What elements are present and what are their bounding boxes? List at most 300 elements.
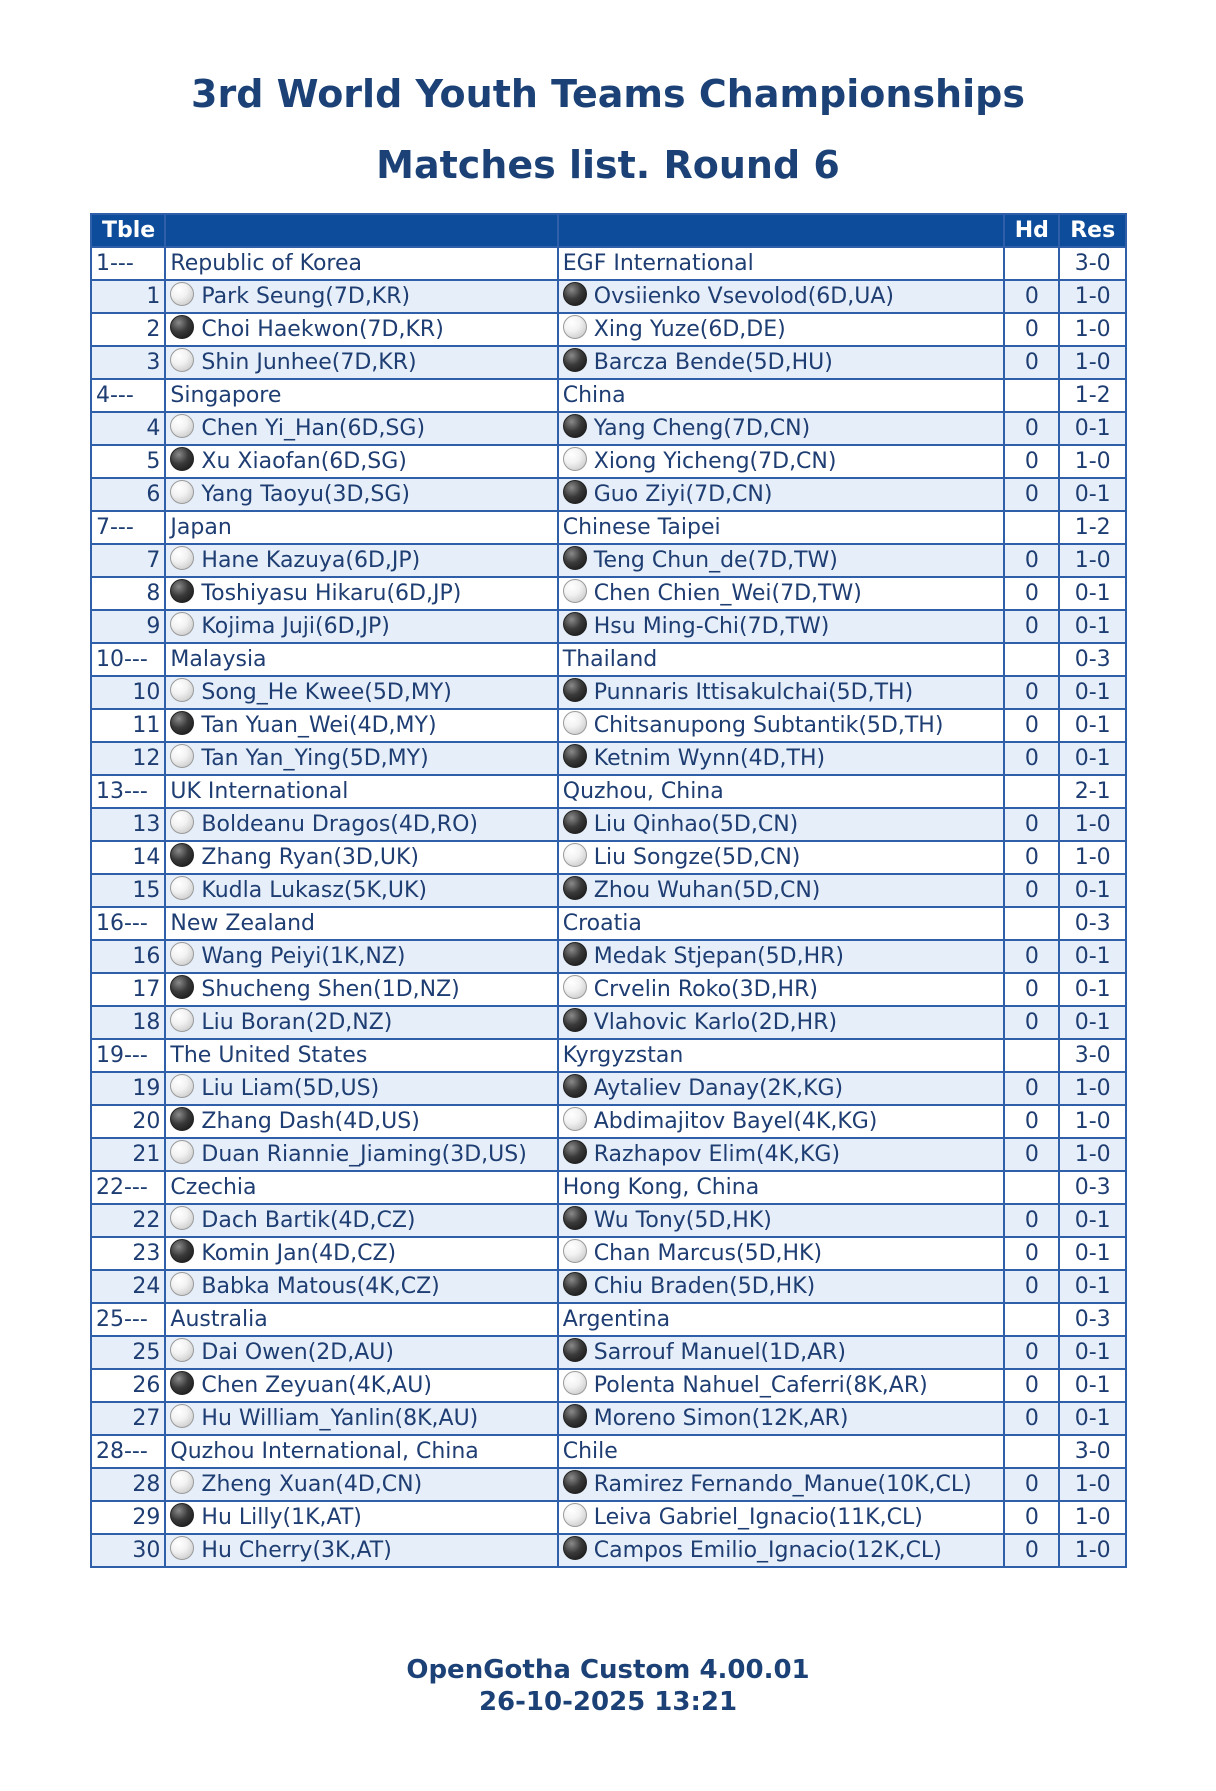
black-stone-icon xyxy=(563,1272,587,1296)
team-match-row xyxy=(91,775,1126,808)
player1 xyxy=(165,973,557,1006)
team1-name: Quzhou International, China xyxy=(165,1435,557,1468)
team2-name: Chile xyxy=(558,1435,1004,1468)
game-handicap: 0 xyxy=(1004,1468,1059,1501)
team-result: 3-0 xyxy=(1059,1435,1126,1468)
player2-name: Ramirez Fernando_Manue(10K,CL) xyxy=(593,1472,972,1497)
black-stone-icon xyxy=(563,1338,587,1362)
game-handicap: 0 xyxy=(1004,709,1059,742)
team-result: 1-2 xyxy=(1059,511,1126,544)
player2 xyxy=(558,577,1004,610)
team-result: 0-3 xyxy=(1059,1171,1126,1204)
game-result: 0-1 xyxy=(1059,478,1126,511)
white-stone-icon xyxy=(170,1206,194,1230)
board-number: 10 xyxy=(91,676,165,709)
game-row xyxy=(91,1237,1126,1270)
team-match-number: 7--- xyxy=(91,511,165,544)
player2-name: Chan Marcus(5D,HK) xyxy=(593,1241,823,1266)
player2-name: Ketnim Wynn(4D,TH) xyxy=(593,746,826,771)
white-stone-icon xyxy=(170,546,194,570)
team-match-number: 19--- xyxy=(91,1039,165,1072)
game-result: 0-1 xyxy=(1059,874,1126,907)
game-result: 0-1 xyxy=(1059,1336,1126,1369)
team1-name: Republic of Korea xyxy=(165,247,557,280)
team1-name: Japan xyxy=(165,511,557,544)
team-result: 0-3 xyxy=(1059,1303,1126,1336)
board-number: 19 xyxy=(91,1072,165,1105)
team2-name: EGF International xyxy=(558,247,1004,280)
game-result: 1-0 xyxy=(1059,841,1126,874)
player1 xyxy=(165,1204,557,1237)
team-match-row xyxy=(91,1303,1126,1336)
game-handicap: 0 xyxy=(1004,973,1059,1006)
player2 xyxy=(558,610,1004,643)
game-result: 1-0 xyxy=(1059,280,1126,313)
team-handicap xyxy=(1004,1303,1059,1336)
game-row xyxy=(91,709,1126,742)
player2-name: Teng Chun_de(7D,TW) xyxy=(593,548,838,573)
black-stone-icon xyxy=(563,678,587,702)
page-title: 3rd World Youth Teams Championships xyxy=(191,72,1025,116)
black-stone-icon xyxy=(563,744,587,768)
footer-software: OpenGotha Custom 4.00.01 xyxy=(406,1655,810,1685)
game-handicap: 0 xyxy=(1004,1402,1059,1435)
player1 xyxy=(165,1105,557,1138)
team-handicap xyxy=(1004,511,1059,544)
game-row xyxy=(91,412,1126,445)
player2 xyxy=(558,1105,1004,1138)
game-result: 0-1 xyxy=(1059,676,1126,709)
white-stone-icon xyxy=(170,942,194,966)
black-stone-icon xyxy=(563,1008,587,1032)
footer-timestamp: 26-10-2025 13:21 xyxy=(478,1687,738,1717)
board-number: 4 xyxy=(91,412,165,445)
game-row xyxy=(91,841,1126,874)
game-row xyxy=(91,610,1126,643)
game-handicap: 0 xyxy=(1004,544,1059,577)
white-stone-icon xyxy=(563,711,587,735)
player2 xyxy=(558,1369,1004,1402)
team-result: 3-0 xyxy=(1059,247,1126,280)
game-row xyxy=(91,1369,1126,1402)
player1 xyxy=(165,709,557,742)
game-result: 1-0 xyxy=(1059,1501,1126,1534)
team-handicap xyxy=(1004,1039,1059,1072)
player1-name: Babka Matous(4K,CZ) xyxy=(201,1274,440,1299)
team2-name: Hong Kong, China xyxy=(558,1171,1004,1204)
player2 xyxy=(558,1072,1004,1105)
player1 xyxy=(165,610,557,643)
player1-name: Liu Boran(2D,NZ) xyxy=(201,1010,393,1035)
player2-name: Barcza Bende(5D,HU) xyxy=(593,350,833,375)
black-stone-icon xyxy=(563,1536,587,1560)
black-stone-icon xyxy=(170,711,194,735)
game-row xyxy=(91,1204,1126,1237)
player1 xyxy=(165,1138,557,1171)
game-row xyxy=(91,478,1126,511)
player1-name: Zheng Xuan(4D,CN) xyxy=(201,1472,423,1497)
game-result: 0-1 xyxy=(1059,973,1126,1006)
player2 xyxy=(558,1138,1004,1171)
game-row xyxy=(91,874,1126,907)
player2 xyxy=(558,742,1004,775)
matches-table xyxy=(90,213,1127,1568)
player1-name: Park Seung(7D,KR) xyxy=(201,284,411,309)
game-handicap: 0 xyxy=(1004,610,1059,643)
game-result: 0-1 xyxy=(1059,412,1126,445)
player2-name: Campos Emilio_Ignacio(12K,CL) xyxy=(593,1538,942,1563)
player1 xyxy=(165,280,557,313)
team-match-row xyxy=(91,1039,1126,1072)
game-row xyxy=(91,1336,1126,1369)
team2-name: Chinese Taipei xyxy=(558,511,1004,544)
team-match-row xyxy=(91,907,1126,940)
game-row xyxy=(91,445,1126,478)
player2-name: Razhapov Elim(4K,KG) xyxy=(593,1142,841,1167)
game-handicap: 0 xyxy=(1004,1237,1059,1270)
game-result: 0-1 xyxy=(1059,577,1126,610)
white-stone-icon xyxy=(170,1536,194,1560)
black-stone-icon xyxy=(563,282,587,306)
black-stone-icon xyxy=(563,612,587,636)
player1 xyxy=(165,478,557,511)
game-handicap: 0 xyxy=(1004,742,1059,775)
game-result: 1-0 xyxy=(1059,445,1126,478)
player2 xyxy=(558,280,1004,313)
player1 xyxy=(165,1237,557,1270)
game-handicap: 0 xyxy=(1004,280,1059,313)
white-stone-icon xyxy=(563,447,587,471)
column-header-player2 xyxy=(558,214,1004,247)
game-handicap: 0 xyxy=(1004,1006,1059,1039)
team-result: 0-3 xyxy=(1059,643,1126,676)
team2-name: Thailand xyxy=(558,643,1004,676)
team1-name: Singapore xyxy=(165,379,557,412)
player1-name: Shucheng Shen(1D,NZ) xyxy=(201,977,460,1002)
white-stone-icon xyxy=(170,282,194,306)
player1-name: Shin Junhee(7D,KR) xyxy=(201,350,417,375)
game-handicap: 0 xyxy=(1004,1105,1059,1138)
black-stone-icon xyxy=(170,315,194,339)
player2-name: Crvelin Roko(3D,HR) xyxy=(593,977,818,1002)
game-row xyxy=(91,1105,1126,1138)
black-stone-icon xyxy=(563,942,587,966)
team-match-row xyxy=(91,1435,1126,1468)
board-number: 18 xyxy=(91,1006,165,1039)
column-header-player1 xyxy=(165,214,557,247)
game-row xyxy=(91,940,1126,973)
game-row xyxy=(91,1534,1126,1567)
player1 xyxy=(165,1270,557,1303)
game-result: 1-0 xyxy=(1059,313,1126,346)
player2 xyxy=(558,346,1004,379)
game-result: 0-1 xyxy=(1059,742,1126,775)
white-stone-icon xyxy=(563,1371,587,1395)
board-number: 6 xyxy=(91,478,165,511)
game-row xyxy=(91,280,1126,313)
game-handicap: 0 xyxy=(1004,577,1059,610)
player1-name: Boldeanu Dragos(4D,RO) xyxy=(201,812,478,837)
game-handicap: 0 xyxy=(1004,412,1059,445)
player2 xyxy=(558,709,1004,742)
board-number: 7 xyxy=(91,544,165,577)
game-result: 0-1 xyxy=(1059,1237,1126,1270)
game-result: 0-1 xyxy=(1059,610,1126,643)
player2-name: Yang Cheng(7D,CN) xyxy=(593,416,811,441)
board-number: 13 xyxy=(91,808,165,841)
player2-name: Chitsanupong Subtantik(5D,TH) xyxy=(593,713,944,738)
player1 xyxy=(165,742,557,775)
player1 xyxy=(165,445,557,478)
white-stone-icon xyxy=(170,810,194,834)
player1-name: Tan Yuan_Wei(4D,MY) xyxy=(201,713,437,738)
white-stone-icon xyxy=(170,1272,194,1296)
board-number: 9 xyxy=(91,610,165,643)
game-handicap: 0 xyxy=(1004,1534,1059,1567)
team-match-row xyxy=(91,247,1126,280)
game-row xyxy=(91,1138,1126,1171)
player1-name: Chen Zeyuan(4K,AU) xyxy=(201,1373,432,1398)
game-row xyxy=(91,973,1126,1006)
game-handicap: 0 xyxy=(1004,346,1059,379)
player1-name: Hu William_Yanlin(8K,AU) xyxy=(201,1406,479,1431)
game-handicap: 0 xyxy=(1004,478,1059,511)
game-result: 1-0 xyxy=(1059,1138,1126,1171)
player1-name: Tan Yan_Ying(5D,MY) xyxy=(201,746,429,771)
player2 xyxy=(558,1336,1004,1369)
white-stone-icon xyxy=(170,612,194,636)
game-result: 1-0 xyxy=(1059,808,1126,841)
player1-name: Duan Riannie_Jiaming(3D,US) xyxy=(201,1142,527,1167)
board-number: 5 xyxy=(91,445,165,478)
game-handicap: 0 xyxy=(1004,676,1059,709)
team1-name: UK International xyxy=(165,775,557,808)
player1-name: Hu Cherry(3K,AT) xyxy=(201,1538,392,1563)
white-stone-icon xyxy=(170,1008,194,1032)
board-number: 28 xyxy=(91,1468,165,1501)
game-row xyxy=(91,346,1126,379)
black-stone-icon xyxy=(563,348,587,372)
game-row xyxy=(91,1501,1126,1534)
game-handicap: 0 xyxy=(1004,313,1059,346)
white-stone-icon xyxy=(563,579,587,603)
player2 xyxy=(558,973,1004,1006)
player2-name: Polenta Nahuel_Caferri(8K,AR) xyxy=(593,1373,928,1398)
player2 xyxy=(558,445,1004,478)
column-header-result: Res xyxy=(1059,214,1126,247)
team-result: 3-0 xyxy=(1059,1039,1126,1072)
white-stone-icon xyxy=(563,975,587,999)
player1 xyxy=(165,577,557,610)
game-result: 1-0 xyxy=(1059,544,1126,577)
black-stone-icon xyxy=(170,1239,194,1263)
game-result: 0-1 xyxy=(1059,940,1126,973)
player2 xyxy=(558,313,1004,346)
game-result: 0-1 xyxy=(1059,1204,1126,1237)
game-result: 0-1 xyxy=(1059,1006,1126,1039)
player2-name: Abdimajitov Bayel(4K,KG) xyxy=(593,1109,878,1134)
black-stone-icon xyxy=(563,480,587,504)
game-row xyxy=(91,1270,1126,1303)
table-header-row xyxy=(91,214,1126,247)
player1 xyxy=(165,1006,557,1039)
board-number: 16 xyxy=(91,940,165,973)
team2-name: Quzhou, China xyxy=(558,775,1004,808)
player2-name: Leiva Gabriel_Ignacio(11K,CL) xyxy=(593,1505,923,1530)
player2-name: Punnaris Ittisakulchai(5D,TH) xyxy=(593,680,914,705)
player1 xyxy=(165,1534,557,1567)
board-number: 1 xyxy=(91,280,165,313)
black-stone-icon xyxy=(170,843,194,867)
player2 xyxy=(558,478,1004,511)
white-stone-icon xyxy=(170,1338,194,1362)
game-row xyxy=(91,577,1126,610)
game-result: 1-0 xyxy=(1059,1105,1126,1138)
white-stone-icon xyxy=(170,480,194,504)
team-match-number: 4--- xyxy=(91,379,165,412)
team2-name: Kyrgyzstan xyxy=(558,1039,1004,1072)
player1-name: Hane Kazuya(6D,JP) xyxy=(201,548,421,573)
board-number: 12 xyxy=(91,742,165,775)
player1-name: Dai Owen(2D,AU) xyxy=(201,1340,394,1365)
black-stone-icon xyxy=(170,447,194,471)
player2-name: Liu Songze(5D,CN) xyxy=(593,845,801,870)
player2 xyxy=(558,676,1004,709)
game-row xyxy=(91,1468,1126,1501)
black-stone-icon xyxy=(563,1206,587,1230)
white-stone-icon xyxy=(170,1074,194,1098)
board-number: 11 xyxy=(91,709,165,742)
game-result: 0-1 xyxy=(1059,1270,1126,1303)
team1-name: Australia xyxy=(165,1303,557,1336)
game-row xyxy=(91,544,1126,577)
matches-body xyxy=(91,247,1126,1567)
player1-name: Toshiyasu Hikaru(6D,JP) xyxy=(201,581,462,606)
black-stone-icon xyxy=(563,546,587,570)
player1 xyxy=(165,676,557,709)
board-number: 20 xyxy=(91,1105,165,1138)
player2-name: Hsu Ming-Chi(7D,TW) xyxy=(593,614,830,639)
player1 xyxy=(165,1468,557,1501)
team1-name: Czechia xyxy=(165,1171,557,1204)
black-stone-icon xyxy=(170,579,194,603)
team-match-row xyxy=(91,643,1126,676)
player1-name: Liu Liam(5D,US) xyxy=(201,1076,380,1101)
game-handicap: 0 xyxy=(1004,1204,1059,1237)
team-match-number: 25--- xyxy=(91,1303,165,1336)
black-stone-icon xyxy=(563,414,587,438)
player2 xyxy=(558,1402,1004,1435)
game-handicap: 0 xyxy=(1004,1072,1059,1105)
game-handicap: 0 xyxy=(1004,874,1059,907)
player2 xyxy=(558,874,1004,907)
white-stone-icon xyxy=(563,1503,587,1527)
white-stone-icon xyxy=(170,1404,194,1428)
game-handicap: 0 xyxy=(1004,1270,1059,1303)
board-number: 29 xyxy=(91,1501,165,1534)
player1-name: Kudla Lukasz(5K,UK) xyxy=(201,878,428,903)
game-handicap: 0 xyxy=(1004,841,1059,874)
game-result: 0-1 xyxy=(1059,1369,1126,1402)
column-header-handicap: Hd xyxy=(1004,214,1059,247)
white-stone-icon xyxy=(170,348,194,372)
black-stone-icon xyxy=(563,810,587,834)
team-handicap xyxy=(1004,379,1059,412)
game-result: 1-0 xyxy=(1059,346,1126,379)
player1-name: Zhang Ryan(3D,UK) xyxy=(201,845,419,870)
team-match-row xyxy=(91,1171,1126,1204)
player1 xyxy=(165,1501,557,1534)
team-match-number: 13--- xyxy=(91,775,165,808)
white-stone-icon xyxy=(563,1107,587,1131)
board-number: 27 xyxy=(91,1402,165,1435)
player2 xyxy=(558,1468,1004,1501)
player2-name: Chiu Braden(5D,HK) xyxy=(593,1274,816,1299)
game-handicap: 0 xyxy=(1004,1369,1059,1402)
game-result: 0-1 xyxy=(1059,709,1126,742)
player1-name: Kojima Juji(6D,JP) xyxy=(201,614,390,639)
white-stone-icon xyxy=(170,1140,194,1164)
black-stone-icon xyxy=(563,876,587,900)
game-result: 0-1 xyxy=(1059,1402,1126,1435)
player2 xyxy=(558,412,1004,445)
player1-name: Wang Peiyi(1K,NZ) xyxy=(201,944,406,969)
board-number: 15 xyxy=(91,874,165,907)
game-row xyxy=(91,742,1126,775)
team-match-row xyxy=(91,511,1126,544)
board-number: 2 xyxy=(91,313,165,346)
team-handicap xyxy=(1004,1435,1059,1468)
player2 xyxy=(558,1237,1004,1270)
board-number: 21 xyxy=(91,1138,165,1171)
player1-name: Komin Jan(4D,CZ) xyxy=(201,1241,397,1266)
board-number: 8 xyxy=(91,577,165,610)
game-result: 1-0 xyxy=(1059,1468,1126,1501)
game-row xyxy=(91,313,1126,346)
team-handicap xyxy=(1004,907,1059,940)
board-number: 25 xyxy=(91,1336,165,1369)
game-handicap: 0 xyxy=(1004,1138,1059,1171)
white-stone-icon xyxy=(170,678,194,702)
black-stone-icon xyxy=(563,1140,587,1164)
player2-name: Moreno Simon(12K,AR) xyxy=(593,1406,849,1431)
team-handicap xyxy=(1004,643,1059,676)
player1-name: Hu Lilly(1K,AT) xyxy=(201,1505,362,1530)
game-handicap: 0 xyxy=(1004,1501,1059,1534)
game-handicap: 0 xyxy=(1004,445,1059,478)
team1-name: Malaysia xyxy=(165,643,557,676)
team2-name: China xyxy=(558,379,1004,412)
team-result: 2-1 xyxy=(1059,775,1126,808)
player2 xyxy=(558,544,1004,577)
player1 xyxy=(165,1369,557,1402)
black-stone-icon xyxy=(563,1470,587,1494)
game-row xyxy=(91,1006,1126,1039)
game-handicap: 0 xyxy=(1004,940,1059,973)
team-handicap xyxy=(1004,247,1059,280)
team-match-number: 28--- xyxy=(91,1435,165,1468)
team1-name: The United States xyxy=(165,1039,557,1072)
player2-name: Xing Yuze(6D,DE) xyxy=(593,317,786,342)
black-stone-icon xyxy=(170,1371,194,1395)
player2 xyxy=(558,1501,1004,1534)
player1-name: Yang Taoyu(3D,SG) xyxy=(201,482,411,507)
player1 xyxy=(165,313,557,346)
player2-name: Chen Chien_Wei(7D,TW) xyxy=(593,581,862,606)
player1 xyxy=(165,346,557,379)
board-number: 14 xyxy=(91,841,165,874)
game-row xyxy=(91,676,1126,709)
